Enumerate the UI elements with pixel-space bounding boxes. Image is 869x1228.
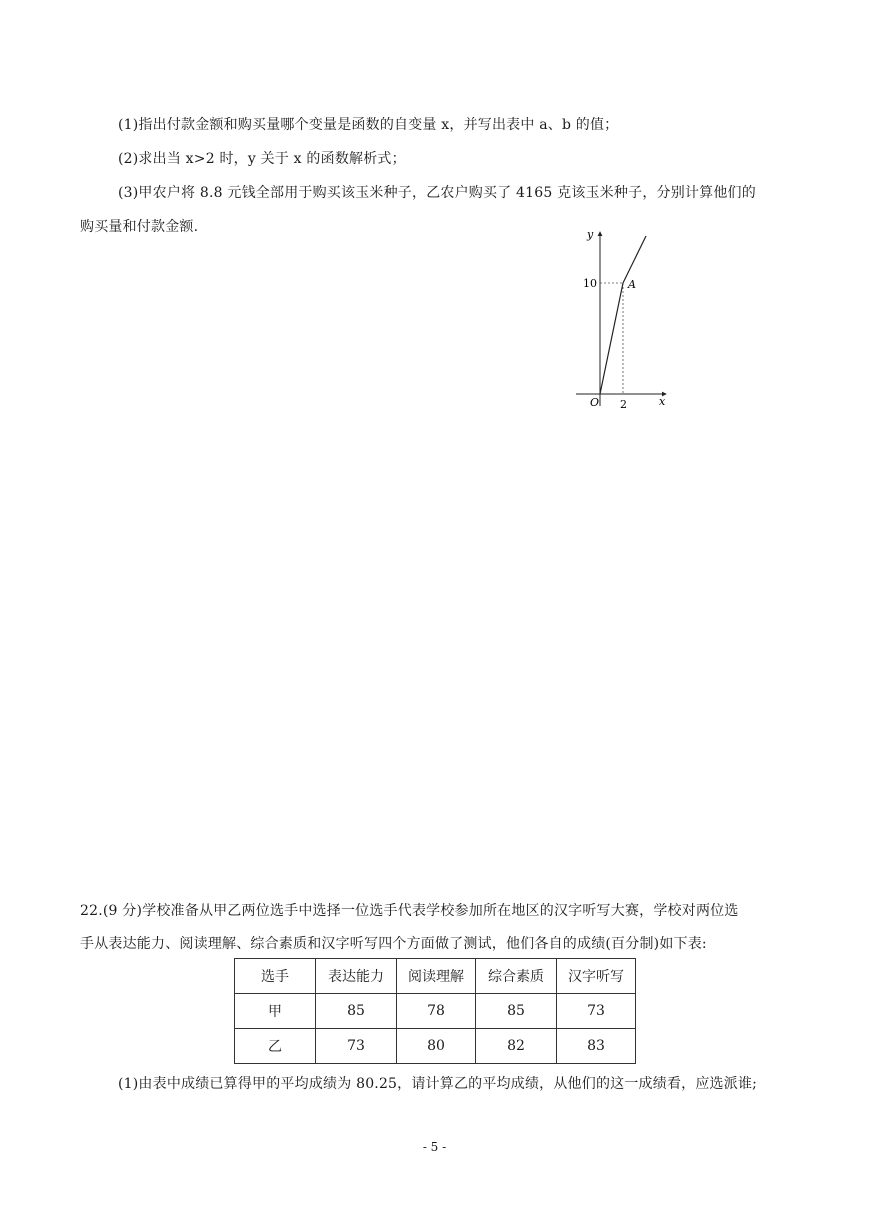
table-cell: 甲 — [235, 994, 316, 1029]
q22-line2: 手从表达能力、阅读理解、综合素质和汉字听写四个方面做了测试，他们各自的成绩(百分制)如下表: — [80, 936, 707, 952]
table-cell: 80 — [397, 1029, 476, 1064]
table-header-cell: 综合素质 — [476, 959, 557, 994]
origin-label: O — [590, 396, 600, 409]
scores-table — [234, 958, 636, 1064]
table-header-row — [235, 959, 636, 994]
table-cell: 85 — [476, 994, 557, 1029]
table-cell: 乙 — [235, 1029, 316, 1064]
y-axis-label: y — [587, 228, 594, 241]
q21-sub3-line2: 购买量和付款金额. — [80, 219, 199, 235]
function-graph — [570, 222, 680, 412]
table-row — [235, 994, 636, 1029]
table-header-cell: 阅读理解 — [397, 959, 476, 994]
x-axis-label: x — [659, 395, 666, 408]
q22-line1: 22.(9 分)学校准备从甲乙两位选手中选择一位选手代表学校参加所在地区的汉字听写大赛，学校对两位选 — [80, 903, 739, 919]
table-header-cell: 汉字听写 — [557, 959, 636, 994]
table-cell: 82 — [476, 1029, 557, 1064]
segment-OA — [600, 283, 623, 394]
page-number: - 5 - — [422, 1140, 447, 1154]
ray-from-A — [623, 236, 646, 283]
q21-sub2: (2)求出当 x>2 时，y 关于 x 的函数解析式； — [118, 151, 406, 167]
table-row — [235, 1029, 636, 1064]
q21-sub3-line1: (3)甲农户将 8.8 元钱全部用于购买该玉米种子，乙农户购买了 4165 克该玉米种子，分别计算他们的 — [118, 185, 756, 201]
table-header-cell: 选手 — [235, 959, 316, 994]
point-A-label: A — [628, 278, 636, 291]
table-cell: 85 — [316, 994, 397, 1029]
x-tick-label: 2 — [620, 398, 627, 411]
table-cell: 83 — [557, 1029, 636, 1064]
table-header-cell: 表达能力 — [316, 959, 397, 994]
table-cell: 73 — [316, 1029, 397, 1064]
table-cell: 73 — [557, 994, 636, 1029]
table-cell: 78 — [397, 994, 476, 1029]
q22-sub1: (1)由表中成绩已算得甲的平均成绩为 80.25，请计算乙的平均成绩，从他们的这一成绩看，应选派谁; — [118, 1076, 758, 1092]
y-tick-label: 10 — [583, 277, 597, 290]
q21-sub1: (1)指出付款金额和购买量哪个变量是函数的自变量 x，并写出表中 a、b 的值； — [118, 117, 619, 133]
